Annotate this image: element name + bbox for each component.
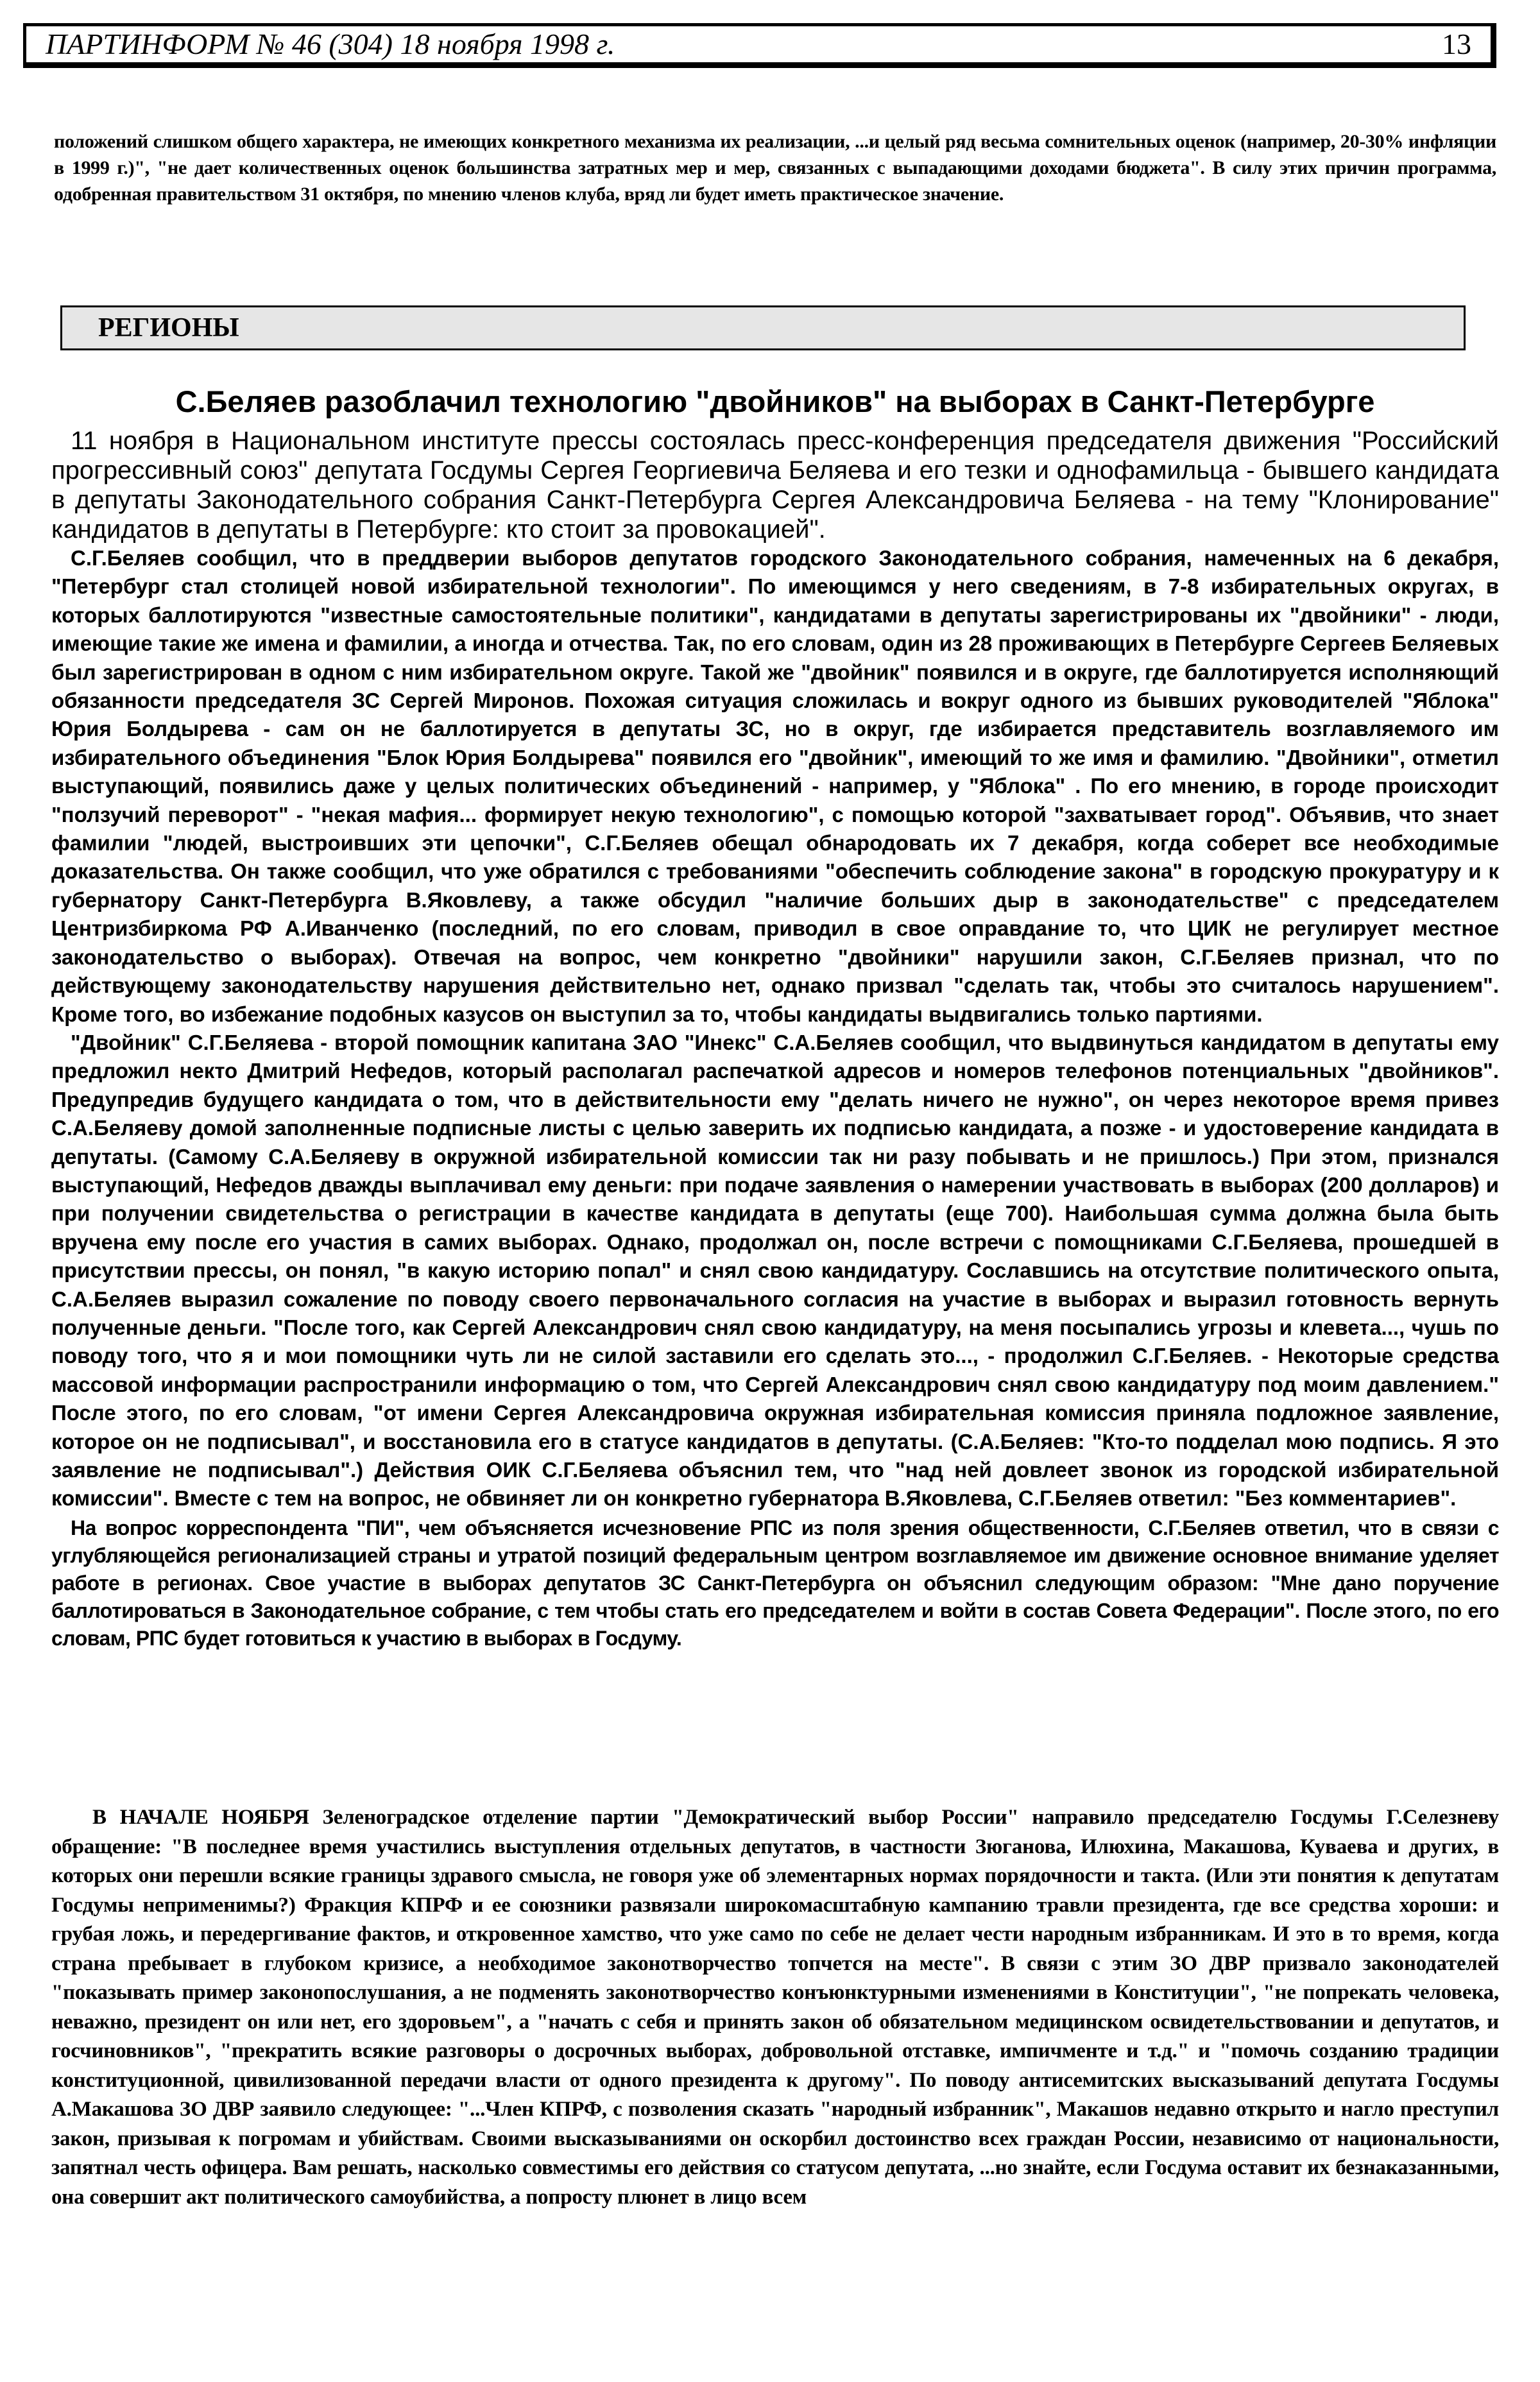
intro-paragraph: положений слишком общего характера, не имеющих конкретного механизма их реализации, ...и целый ряд весьма сомнительных оценок (например, 20-30% инфляции в 1999 г.)", "не дает количественных оценок большинства затратных мер и мер, связанных с выпадающими доходами бюджета". В силу этих причин программа, одобренная правительством 31 октября, по мнению членов клуба, вряд ли будет иметь практическое значение. [54,131,1496,205]
article-paragraph-1: С.Г.Беляев сообщил, что в преддверии выборов депутатов городского Законодательного собрания, намеченных на 6 декабря, "Петербург стал столицей новой избирательной технологии". По имеющимся у него сведениям, в 7-8 избирательных округах, в которых баллотируются "известные самостоятельные политики", кандидатами в депутаты зарегистрированы их "двойники" - люди, имеющие такие же имена и фамилии, а иногда и отчества. Так, по его словам, один из 28 проживающих в Петербурге Сергеев Беляевых был зарегистрирован в одном с ним избирательном округе. Такой же "двойник" появился и в округе, где баллотируется исполняющий обязанности председателя ЗС Сергей Миронов. Похожая ситуация сложилась и вокруг одного из бывших руководителей "Яблока" Юрия Болдырева - сам он не баллотируется в депутаты ЗС, но в округ, где избирается представитель возглавляемого им избирательного объединения "Блок Юрия Болдырева" появился его "двойник", имеющий то же имя и фамилию. "Двойники", отметил выступающий, появились даже у целых политических объединений - например, у "Яблока" . По его мнению, в городе происходит "ползучий переворот" - "некая мафия... формирует некую технологию", с помощью которой "захватывает город". Объявив, что знает фамилии "людей, выстроивших эти цепочки", С.Г.Беляев обещал обнародовать их 7 декабря, когда соберет все необходимые доказательства. Он также сообщил, что уже обратился с требованиями "обеспечить соблюдение закона" в городскую прокуратуру и к губернатору Санкт-Петербурга В.Яковлеву, а также обсудил "наличие больших дыр в законодательстве" с председателем Центризбиркома РФ А.Иванченко (последний, по его словам, приводил в свое оправдание то, что ЦИК не регулирует местное законодательство о выборах). Отвечая на вопрос, чем конкретно "двойники" нарушили закон, С.Г.Беляев признал, что по действующему законодательству нарушения действительно нет, однако призвал "сделать так, чтобы это считалось нарушением". Кроме того, во избежание подобных казусов он выступил за то, чтобы кандидаты выдвигались только партиями. [51,546,1499,1026]
news-item-paragraph: В НАЧАЛЕ НОЯБРЯ Зеленоградское отделение партии "Демократический выбор России" направило председателю Госдумы Г.Селезневу обращение: "В последнее время участились выступления отдельных депутатов, в частности Зюганова, Илюхина, Макашова, Куваева и других, в которых они перешли всякие границы здравого смысла, не говоря уже об элементарных нормах порядочности и такта. (Или эти понятия к депутатам Госдумы неприменимы?) Фракция КПРФ и ее союзники развязали широкомасштабную кампанию травли президента, где все средства хороши: и грубая ложь, и передергивание фактов, и откровенное хамство, что уже само по себе не делает чести народным избранникам. И это в то время, когда страна пребывает в глубоком кризисе, а необходимое законотворчество топчется на месте". В связи с этим ЗО ДВР призвало законодателей "показывать пример законопослушания, а не подменять законотворчество конъюнктурными изменениями в Конституции", "не попрекать человека, неважно, президент он или нет, его здоровьем", а "начать с себя и принять закон об обязательном медицинском освидетельствовании и депутатов, и госчиновников", "прекратить всякие разговоры о досрочных выборах, добровольной отставке, импичменте и т.д." и "помочь созданию традиции конституционной, цивилизованной передачи власти от одного президента к другому". По поводу антисемитских высказываний депутата Госдумы А.Макашова ЗО ДВР заявило следующее: "...Член КПРФ, с позволения сказать "народный избранник", Макашов недавно открыто и нагло преступил закон, призывая к погромам и убийствам. Своими высказываниями он оскорбил достоинство всех граждан России, независимо от национальности, запятнал честь офицера. Вам решать, насколько совместимы его действия со статусом депутата, ...но знайте, если Госдума оставит их безнаказанными, она совершит акт политического самоубийства, а попросту плюнет в лицо всем [51,1806,1499,2209]
section-heading-bar [60,305,1466,350]
article-paragraph-2: "Двойник" С.Г.Беляева - второй помощник капитана ЗАО "Инекс" С.А.Беляев сообщил, что выдвинуться кандидатом в депутаты ему предложил некто Дмитрий Нефедов, который располагал распечаткой адресов и номеров телефонов потенциальных "двойников". Предупредив будущего кандидата о том, что в действительности ему "делать ничего не нужно", он через некоторое время привез С.А.Беляеву домой заполненные подписные листы с целью заверить их подписью кандидата, а позже - и удостоверение кандидата в депутаты. (Самому С.А.Беляеву в окружной избирательной комиссии так ни разу побывать и не пришлось.) При этом, признался выступающий, Нефедов дважды выплачивал ему деньги: при подаче заявления о намерении участвовать в выборах (200 долларов) и при получении свидетельства о регистрации в качестве кандидата в депутаты (еще 700). Наибольшая сумма должна была быть вручена ему после его участия в самих выборах. Однако, продолжал он, после встречи с помощниками С.Г.Беляева, прошедшей в присутствии прессы, он понял, "в какую историю попал" и снял свою кандидатуру. Сославшись на отсутствие политического опыта, С.А.Беляев выразил сожаление по поводу своего первоначального согласия на участие в выборах и выразил готовность вернуть полученные деньги. "После того, как Сергей Александрович снял свою кандидатуру, на меня посыпались угрозы и клевета..., чушь по поводу того, что я и мои помощники чуть ли не силой заставили его сделать это..., - продолжил С.Г.Беляев. - Некоторые средства массовой информации распространили информацию о том, что Сергей Александрович снял свою кандидатуру под моим давлением." После этого, по его словам, "от имени Сергея Александровича окружная избирательная комиссия приняла подложное заявление, которое он не подписывал", и восстановила его в статусе кандидатов в депутаты. (С.А.Беляев: "Кто-то подделал мою подпись. Я это заявление не подписывал".) Действия ОИК С.Г.Беляева объяснил тем, что "над ней довлеет звонок из городской избирательной комиссии". Вместе с тем на вопрос, не обвиняет ли он конкретно губернатора В.Яковлева, С.Г.Беляев ответил: "Без комментариев". [51,1030,1499,1511]
section-title: РЕГИОНЫ [98,313,239,343]
article [51,382,1499,1652]
article-paragraph-3: На вопрос корреспондента "ПИ", чем объясняется исчезновение РПС из поля зрения общественности, С.Г.Беляев ответил, что в связи с углубляющейся регионализацией страны и утратой позиций федеральным центром возглавляемое им движение основное внимание уделяет работе в регионах. Свое участие в выборах депутатов ЗС Санкт-Петербурга он объяснил следующим образом: "Мне дано поручение баллотироваться в Законодательное собрание, с тем чтобы стать его председателем и войти в состав Совета Федерации". После этого, по его словам, РПС будет готовиться к участию в выборах в Госдуму. [51,1516,1499,1650]
article-lead: 11 ноября в Национальном институте прессы состоялась пресс-конференция председателя движения "Российский прогрессивный союз" депутата Госдумы Сергея Георгиевича Беляева и его тезки и однофамильца - бывшего кандидата в депутаты Законодательного собрания Санкт-Петербурга Сергея Александровича Беляева - на тему "Клонирование" кандидатов в депутаты в Петербурге: кто стоит за провокацией". [51,427,1499,544]
page-header [23,23,1496,68]
page-number: 13 [1442,28,1471,60]
publication-title: ПАРТИНФОРМ № 46 (304) 18 ноября 1998 г. [46,28,615,60]
article-title: С.Беляев разоблачил технологию "двойников" на выборах в Санкт-Петербурге [175,384,1375,418]
